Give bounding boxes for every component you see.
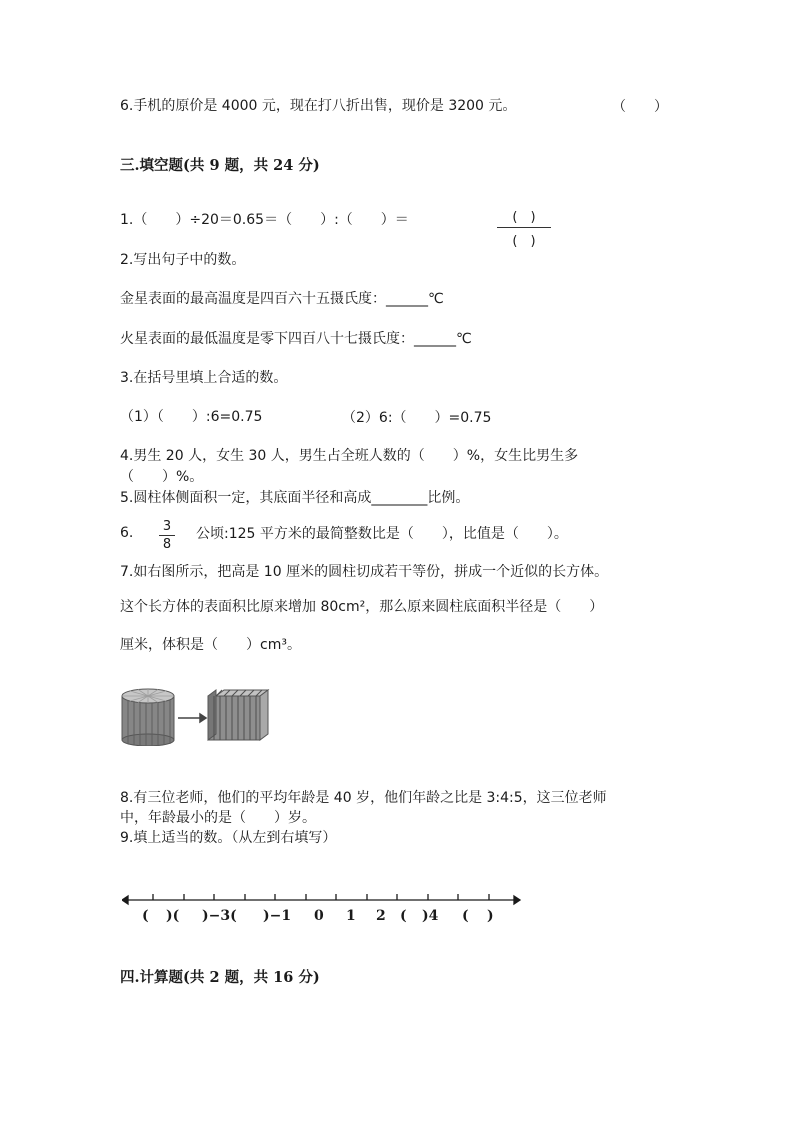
fill-q1[interactable]: 1.（ ）÷20＝0.65＝（ ）:（ ）＝ <box>120 212 409 228</box>
fraction-numerator: 3 <box>162 519 172 534</box>
fill-q2: 2.写出句子中的数。 <box>120 252 246 268</box>
nl-label: ( <box>142 908 149 924</box>
nl-label: 2 <box>376 908 386 924</box>
cylinder-image <box>122 689 174 746</box>
fill-q3-part1[interactable]: （1）（ ）:6=0.75 <box>120 409 263 425</box>
fill-q6-fraction <box>159 519 175 552</box>
nl-label[interactable]: ) <box>487 908 494 924</box>
fill-q9: 9.填上适当的数。（从左到右填写） <box>120 830 337 846</box>
nl-label: 1 <box>346 908 356 924</box>
fraction-bar <box>159 535 175 536</box>
nl-label[interactable]: ( <box>400 908 407 924</box>
fill-q7-line2[interactable]: 这个长方体的表面积比原来增加 80cm²，那么原来圆柱底面积半径是（ ） <box>120 599 604 615</box>
fill-q8-line1: 8.有三位老师，他们的平均年龄是 40 岁，他们年龄之比是 3:4:5，这三位老师 <box>120 790 607 806</box>
fill-q8-line2[interactable]: 中，年龄最小的是（ ）岁。 <box>120 810 316 826</box>
fill-q2-mars[interactable]: 火星表面的最低温度是零下四百八十七摄氏度：______℃ <box>120 331 472 347</box>
fill-q5[interactable]: 5.圆柱体侧面积一定，其底面半径和高成________比例。 <box>120 490 470 506</box>
nl-label[interactable]: )( <box>166 908 180 924</box>
fraction-bar <box>497 227 551 228</box>
fill-q6-number: 6. <box>120 525 134 541</box>
fill-q3: 3.在括号里填上合适的数。 <box>120 370 288 386</box>
fill-q4-continued[interactable]: （ ）%。 <box>120 469 204 485</box>
nl-label: 0 <box>314 908 324 924</box>
number-line-ticks <box>153 894 489 900</box>
fraction-denominator: 8 <box>162 537 172 552</box>
section-4-title: 四.计算题(共 2 题，共 16 分) <box>120 969 320 986</box>
number-line-axis <box>122 896 520 904</box>
fill-q1-fraction[interactable] <box>497 206 551 249</box>
question-6-text: 6.手机的原价是 4000 元，现在打八折出售，现价是 3200 元。 <box>120 98 517 114</box>
fill-q6[interactable]: 公顷:125 平方米的最简整数比是（ ），比值是（ ）。 <box>196 526 568 542</box>
fill-q7-line1: 7.如右图所示，把高是 10 厘米的圆柱切成若干等份，拼成一个近似的长方体。 <box>120 564 609 580</box>
number-line <box>122 890 522 934</box>
nl-label[interactable]: )4 <box>422 908 439 924</box>
cylinder-to-cuboid-figure <box>120 686 280 750</box>
fill-q7-line3[interactable]: 厘米，体积是（ ）cm³。 <box>120 637 301 653</box>
nl-label[interactable]: ( <box>462 908 469 924</box>
fill-q2-venus[interactable]: 金星表面的最高温度是四百六十五摄氏度：______℃ <box>120 291 444 307</box>
cuboid-image <box>208 690 268 740</box>
fill-q3-part2[interactable]: （2）6:（ ）=0.75 <box>342 410 492 426</box>
nl-label[interactable]: )−1 <box>263 908 292 924</box>
nl-label[interactable]: )−3( <box>202 908 237 924</box>
arrow-icon <box>178 714 206 722</box>
fraction-denominator: ( ) <box>512 234 536 249</box>
question-6-judgement <box>120 96 516 116</box>
fraction-numerator: ( ) <box>512 210 536 225</box>
fill-q4[interactable]: 4.男生 20 人，女生 30 人，男生占全班人数的（ ）%，女生比男生多 <box>120 448 579 464</box>
section-3-title: 三.填空题(共 9 题，共 24 分) <box>120 157 320 174</box>
answer-bracket[interactable]: （ ） <box>612 99 668 115</box>
